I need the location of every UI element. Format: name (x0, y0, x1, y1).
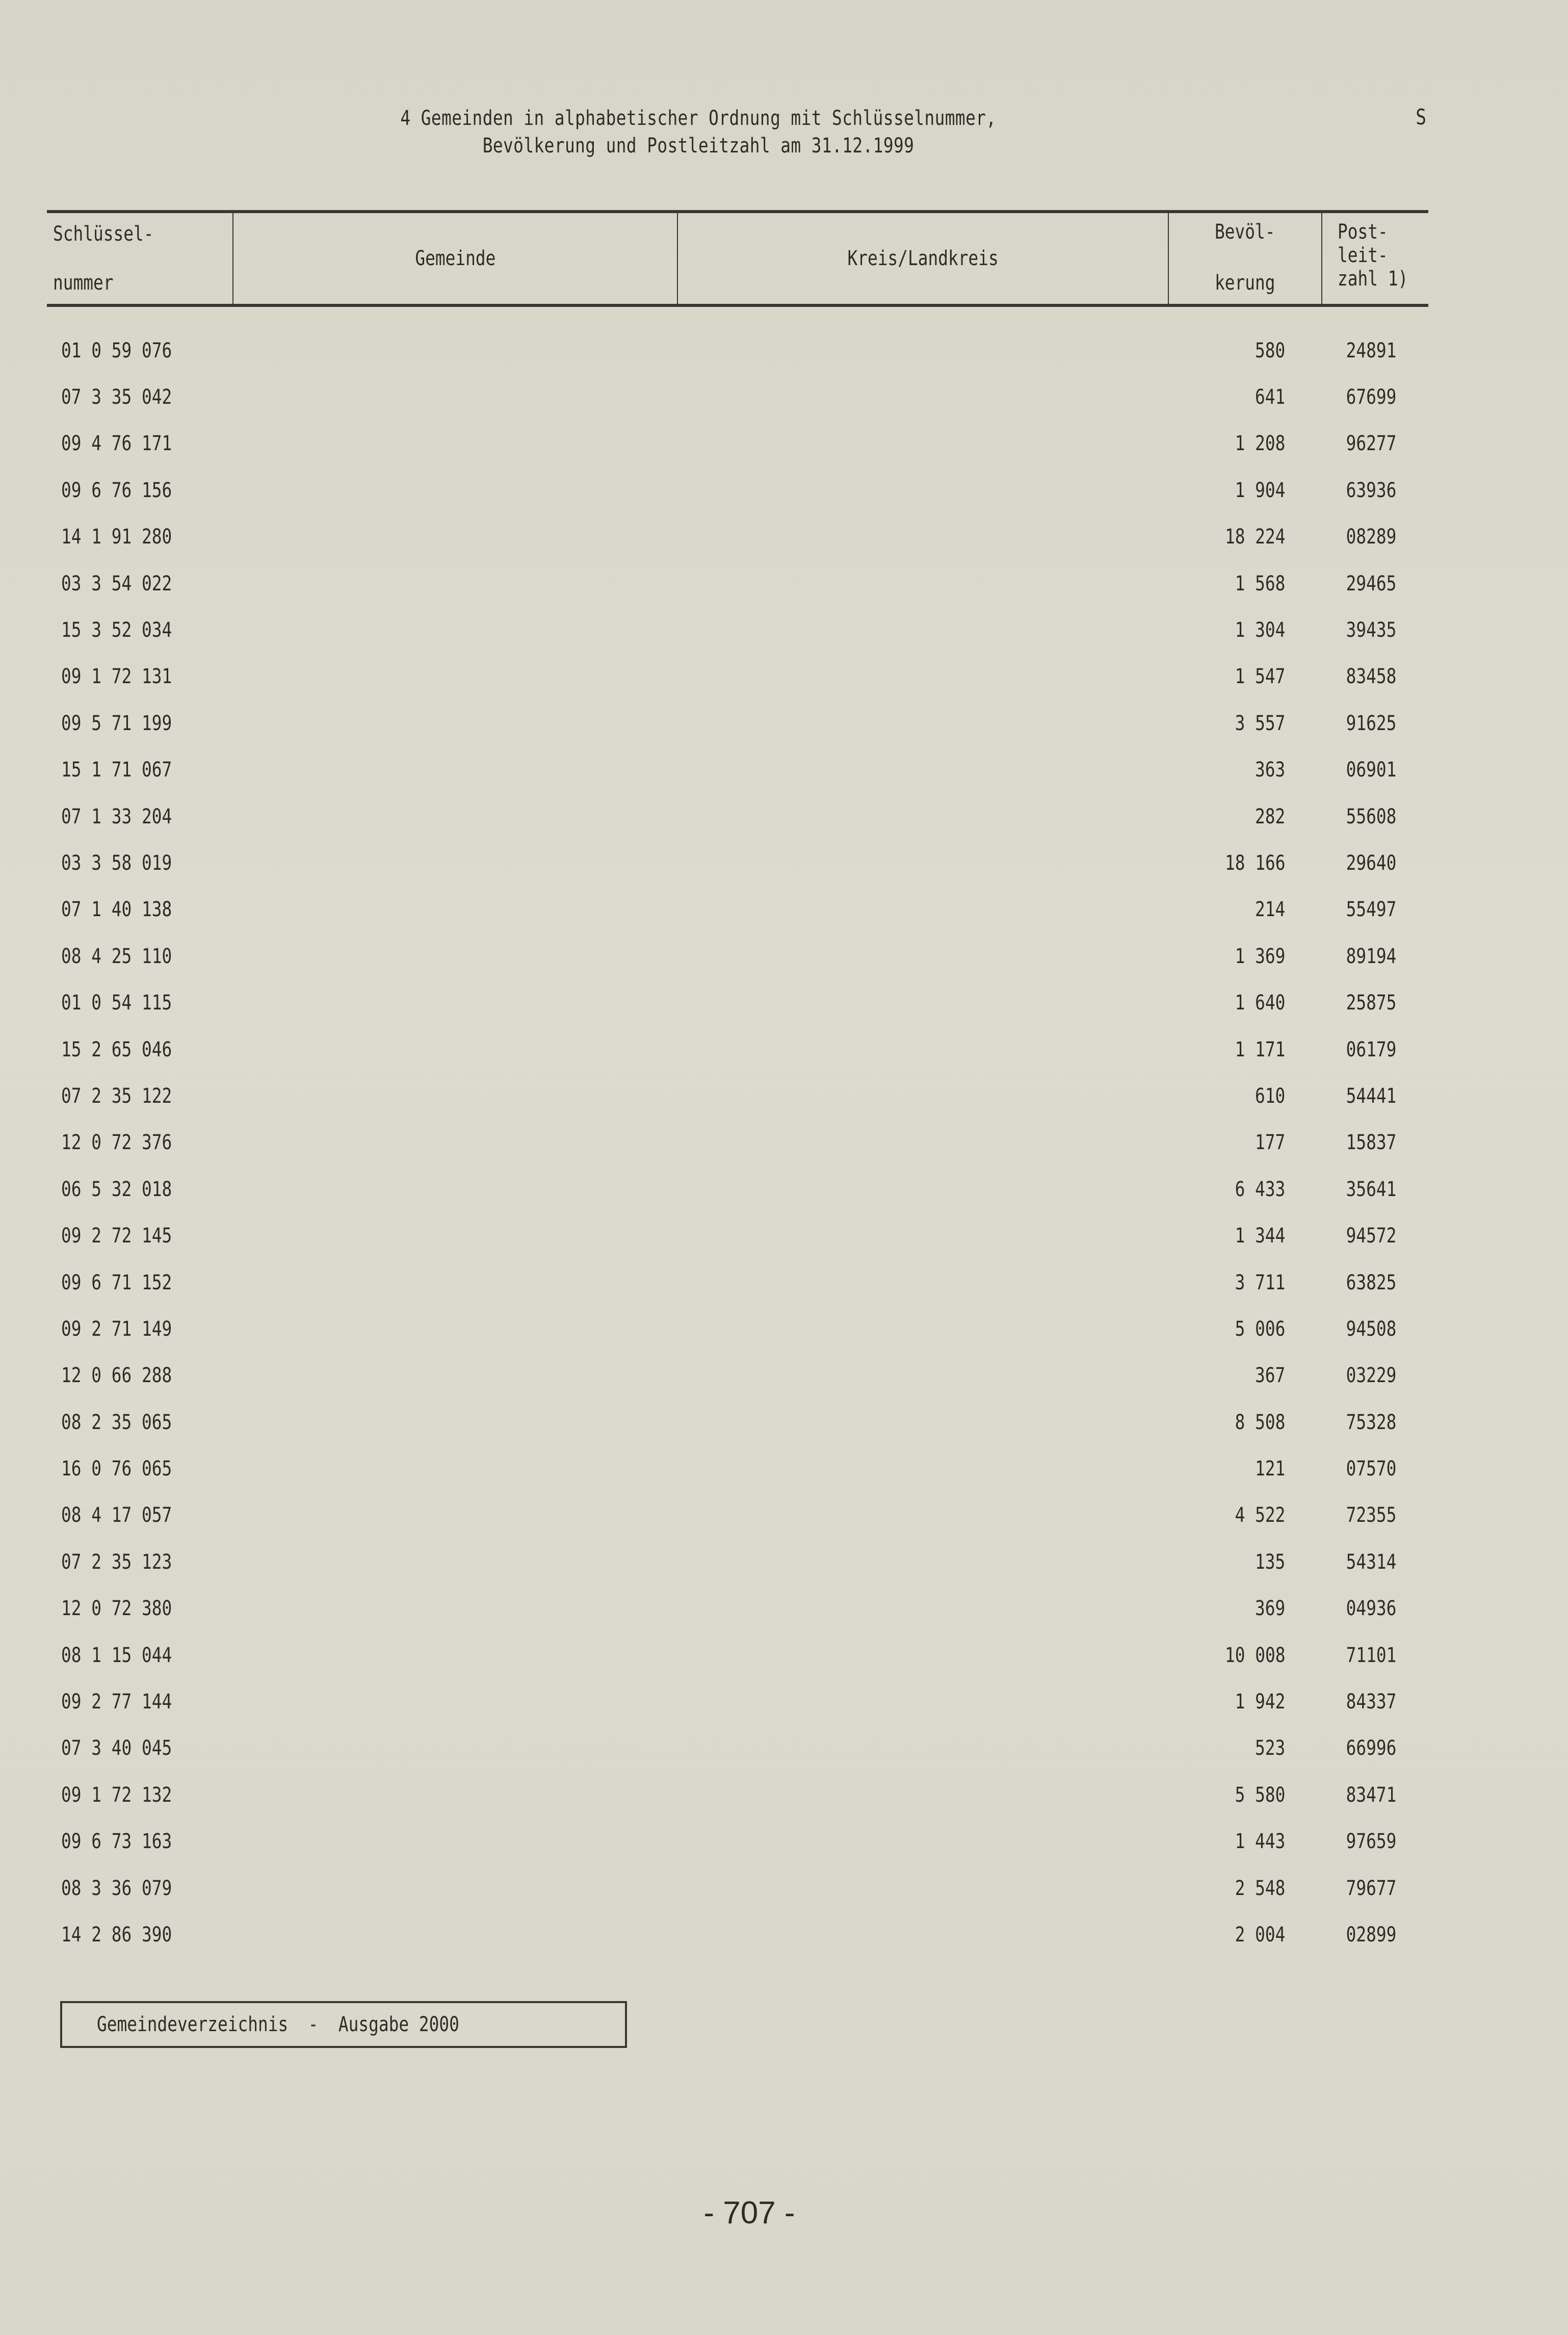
table-row (47, 374, 1428, 420)
title-line-2: Bevölkerung und Postleitzahl am 31.12.1999 (482, 134, 914, 158)
table-row (47, 1632, 1428, 1678)
plz-value: 79677 (1346, 1876, 1396, 1900)
population-cell (1145, 1271, 1285, 1294)
key-number: 09 2 77 144 (61, 1690, 172, 1714)
key-number: 09 2 72 145 (61, 1224, 172, 1248)
plz-cell (1285, 618, 1396, 642)
plz-cell (1285, 1224, 1396, 1248)
key-number: 09 2 71 149 (61, 1317, 172, 1341)
key-number: 07 1 33 204 (61, 805, 172, 828)
key-cell (47, 1736, 233, 1760)
table-row (47, 560, 1428, 607)
key-cell (47, 1038, 233, 1061)
plz-value: 83458 (1346, 665, 1396, 689)
plz-value: 02899 (1346, 1923, 1396, 1947)
plz-value: 84337 (1346, 1690, 1396, 1714)
population-value: 5 006 (1235, 1317, 1285, 1341)
plz-cell (1285, 572, 1396, 595)
key-number: 08 2 35 065 (61, 1410, 172, 1434)
key-cell (47, 1644, 233, 1667)
key-number: 09 6 76 156 (61, 478, 172, 502)
plz-cell (1285, 665, 1396, 688)
population-cell (1145, 665, 1285, 688)
population-cell (1145, 1783, 1285, 1807)
population-value: 1 904 (1235, 478, 1285, 502)
plz-value: 55497 (1346, 898, 1396, 922)
key-cell (47, 618, 233, 642)
plz-value: 54314 (1346, 1550, 1396, 1574)
population-value: 1 443 (1235, 1830, 1285, 1854)
plz-value: 63936 (1346, 478, 1396, 502)
plz-cell (1285, 432, 1396, 455)
plz-cell (1285, 898, 1396, 921)
plz-cell (1285, 479, 1396, 502)
population-cell (1145, 339, 1285, 362)
key-number: 12 0 72 376 (61, 1131, 172, 1155)
population-value: 121 (1255, 1457, 1285, 1481)
title-line-1: 4 Gemeinden in alphabetischer Ordnung mit Schlüsselnummer, (400, 107, 997, 130)
plz-cell (1285, 1644, 1396, 1667)
header-key-line-2: nummer (53, 271, 114, 295)
key-cell (47, 805, 233, 828)
header-kreis (678, 213, 1169, 304)
plz-cell (1285, 1597, 1396, 1620)
table-row (47, 1772, 1428, 1818)
population-value: 3 711 (1235, 1270, 1285, 1294)
header-kreis-label: Kreis/Landkreis (847, 247, 999, 270)
key-number: 09 1 72 132 (61, 1783, 172, 1807)
header-gemeinde (233, 213, 678, 304)
plz-cell (1285, 1038, 1396, 1061)
table-row (47, 1492, 1428, 1539)
key-number: 07 3 40 045 (61, 1736, 172, 1760)
plz-cell (1285, 1736, 1396, 1760)
key-cell (47, 851, 233, 875)
key-cell (47, 385, 233, 409)
population-value: 2 548 (1235, 1876, 1285, 1900)
table-row (47, 1120, 1428, 1166)
population-value: 367 (1255, 1364, 1285, 1388)
key-cell (47, 712, 233, 735)
plz-value: 08289 (1346, 525, 1396, 549)
key-number: 09 5 71 199 (61, 711, 172, 735)
table-row (47, 1259, 1428, 1306)
population-cell (1145, 1457, 1285, 1481)
plz-value: 71101 (1346, 1643, 1396, 1667)
table-header-rule (47, 304, 1428, 307)
key-cell (47, 1224, 233, 1248)
table-row (47, 1911, 1428, 1958)
key-number: 15 3 52 034 (61, 618, 172, 642)
plz-value: 25875 (1346, 991, 1396, 1015)
key-cell (47, 479, 233, 502)
table-row (47, 1539, 1428, 1585)
plz-value: 94508 (1346, 1317, 1396, 1341)
table-row (47, 1166, 1428, 1212)
population-value: 369 (1255, 1597, 1285, 1621)
key-cell (47, 1131, 233, 1154)
key-cell (47, 1457, 233, 1481)
key-cell (47, 758, 233, 782)
plz-cell (1285, 385, 1396, 409)
population-value: 610 (1255, 1084, 1285, 1108)
population-cell (1145, 991, 1285, 1015)
population-value: 177 (1255, 1131, 1285, 1155)
table-row (47, 1212, 1428, 1259)
plz-value: 24891 (1346, 339, 1396, 362)
population-cell (1145, 479, 1285, 502)
plz-value: 15837 (1346, 1131, 1396, 1155)
population-cell (1145, 1411, 1285, 1434)
table-row (47, 1725, 1428, 1772)
plz-cell (1285, 1550, 1396, 1574)
table-body (47, 327, 1428, 1958)
table-row (47, 654, 1428, 700)
header-population-line-1: Bevöl- (1215, 220, 1275, 244)
table-row (47, 1353, 1428, 1399)
table-row (47, 514, 1428, 560)
key-number: 08 4 25 110 (61, 944, 172, 968)
plz-cell (1285, 805, 1396, 828)
key-number: 09 4 76 171 (61, 432, 172, 456)
key-number: 03 3 58 019 (61, 851, 172, 875)
population-cell (1145, 1084, 1285, 1108)
population-cell (1145, 1690, 1285, 1714)
plz-cell (1285, 758, 1396, 782)
table-row (47, 933, 1428, 979)
plz-cell (1285, 525, 1396, 549)
key-number: 12 0 72 380 (61, 1597, 172, 1621)
plz-value: 04936 (1346, 1597, 1396, 1621)
header-key-line-1: Schlüssel- (53, 222, 154, 246)
key-cell (47, 1503, 233, 1527)
population-value: 1 171 (1235, 1037, 1285, 1061)
population-cell (1145, 525, 1285, 549)
key-number: 16 0 76 065 (61, 1457, 172, 1481)
population-value: 1 208 (1235, 432, 1285, 456)
header-plz (1322, 213, 1428, 304)
key-cell (47, 1550, 233, 1574)
plz-cell (1285, 1411, 1396, 1434)
population-cell (1145, 1550, 1285, 1574)
plz-value: 94572 (1346, 1224, 1396, 1248)
plz-cell (1285, 339, 1396, 362)
population-value: 641 (1255, 385, 1285, 409)
population-value: 2 004 (1235, 1923, 1285, 1947)
key-cell (47, 1411, 233, 1434)
plz-cell (1285, 1317, 1396, 1341)
plz-value: 55608 (1346, 805, 1396, 828)
population-cell (1145, 1038, 1285, 1061)
key-number: 07 2 35 122 (61, 1084, 172, 1108)
plz-value: 97659 (1346, 1830, 1396, 1854)
plz-cell (1285, 1131, 1396, 1154)
population-cell (1145, 1224, 1285, 1248)
section-letter: S (1416, 105, 1427, 129)
population-cell (1145, 1830, 1285, 1853)
population-value: 214 (1255, 898, 1285, 922)
population-cell (1145, 1597, 1285, 1620)
key-number: 07 2 35 123 (61, 1550, 172, 1574)
population-cell (1145, 805, 1285, 828)
plz-cell (1285, 945, 1396, 968)
plz-value: 75328 (1346, 1410, 1396, 1434)
population-cell (1145, 945, 1285, 968)
population-cell (1145, 1877, 1285, 1900)
population-cell (1145, 758, 1285, 782)
population-value: 1 640 (1235, 991, 1285, 1015)
header-plz-line-3: zahl 1) (1338, 267, 1408, 291)
key-cell (47, 898, 233, 921)
key-cell (47, 1597, 233, 1620)
key-cell (47, 1364, 233, 1387)
population-cell (1145, 1131, 1285, 1154)
key-number: 07 1 40 138 (61, 898, 172, 922)
key-cell (47, 1271, 233, 1294)
population-value: 363 (1255, 758, 1285, 782)
key-number: 01 0 54 115 (61, 991, 172, 1015)
population-cell (1145, 1644, 1285, 1667)
plz-cell (1285, 1830, 1396, 1853)
key-cell (47, 1084, 233, 1108)
plz-cell (1285, 1503, 1396, 1527)
key-cell (47, 1783, 233, 1807)
key-number: 01 0 59 076 (61, 339, 172, 362)
plz-cell (1285, 991, 1396, 1015)
population-value: 1 942 (1235, 1690, 1285, 1714)
population-value: 5 580 (1235, 1783, 1285, 1807)
key-number: 14 2 86 390 (61, 1923, 172, 1947)
key-cell (47, 1923, 233, 1947)
table-row (47, 979, 1428, 1026)
key-number: 07 3 35 042 (61, 385, 172, 409)
key-cell (47, 525, 233, 549)
population-cell (1145, 1923, 1285, 1947)
key-cell (47, 991, 233, 1015)
plz-value: 96277 (1346, 432, 1396, 456)
header-population (1169, 213, 1322, 304)
header-plz-line-1: Post- (1338, 220, 1388, 244)
table-row (47, 700, 1428, 746)
key-number: 06 5 32 018 (61, 1177, 172, 1201)
key-cell (47, 945, 233, 968)
table-row (47, 1026, 1428, 1073)
key-number: 09 1 72 131 (61, 665, 172, 689)
population-value: 1 304 (1235, 618, 1285, 642)
population-cell (1145, 712, 1285, 735)
key-cell (47, 665, 233, 688)
plz-value: 89194 (1346, 944, 1396, 968)
plz-value: 91625 (1346, 711, 1396, 735)
key-cell (47, 1178, 233, 1201)
plz-cell (1285, 1271, 1396, 1294)
population-value: 1 344 (1235, 1224, 1285, 1248)
population-value: 6 433 (1235, 1177, 1285, 1201)
table-row (47, 1399, 1428, 1445)
publication-footer-box (60, 2001, 627, 2048)
plz-cell (1285, 712, 1396, 735)
table-row (47, 421, 1428, 467)
population-value: 18 224 (1224, 525, 1285, 549)
population-cell (1145, 898, 1285, 921)
population-cell (1145, 1317, 1285, 1341)
key-number: 08 4 17 057 (61, 1503, 172, 1527)
table-row (47, 1865, 1428, 1911)
table-row (47, 1678, 1428, 1725)
population-cell (1145, 1364, 1285, 1387)
population-value: 282 (1255, 805, 1285, 828)
table-row (47, 747, 1428, 793)
plz-value: 06179 (1346, 1037, 1396, 1061)
population-value: 1 369 (1235, 944, 1285, 968)
table-header (47, 213, 1428, 304)
table-row (47, 793, 1428, 840)
population-value: 3 557 (1235, 711, 1285, 735)
key-cell (47, 339, 233, 362)
population-cell (1145, 1736, 1285, 1760)
plz-cell (1285, 1178, 1396, 1201)
population-cell (1145, 1503, 1285, 1527)
table-row (47, 467, 1428, 513)
population-value: 580 (1255, 339, 1285, 362)
population-value: 10 008 (1224, 1643, 1285, 1667)
key-cell (47, 1830, 233, 1853)
key-number: 15 1 71 067 (61, 758, 172, 782)
plz-value: 67699 (1346, 385, 1396, 409)
population-cell (1145, 385, 1285, 409)
plz-value: 83471 (1346, 1783, 1396, 1807)
population-cell (1145, 1178, 1285, 1201)
population-value: 135 (1255, 1550, 1285, 1574)
plz-cell (1285, 1923, 1396, 1947)
table-row (47, 327, 1428, 374)
key-number: 14 1 91 280 (61, 525, 172, 549)
key-cell (47, 572, 233, 595)
population-cell (1145, 618, 1285, 642)
key-number: 09 6 71 152 (61, 1270, 172, 1294)
plz-cell (1285, 1783, 1396, 1807)
plz-value: 54441 (1346, 1084, 1396, 1108)
plz-value: 06901 (1346, 758, 1396, 782)
key-cell (47, 1690, 233, 1714)
plz-cell (1285, 1690, 1396, 1714)
table-row (47, 1073, 1428, 1119)
key-number: 03 3 54 022 (61, 572, 172, 595)
table-row (47, 1586, 1428, 1632)
key-cell (47, 1877, 233, 1900)
header-gemeinde-label: Gemeinde (415, 247, 495, 270)
plz-cell (1285, 1457, 1396, 1481)
table-row (47, 840, 1428, 886)
population-value: 523 (1255, 1736, 1285, 1760)
key-number: 09 6 73 163 (61, 1830, 172, 1854)
plz-value: 03229 (1346, 1364, 1396, 1388)
plz-value: 29465 (1346, 572, 1396, 595)
population-value: 1 547 (1235, 665, 1285, 689)
table-row (47, 1306, 1428, 1352)
plz-cell (1285, 1364, 1396, 1387)
table-row (47, 1445, 1428, 1492)
plz-cell (1285, 1877, 1396, 1900)
population-cell (1145, 851, 1285, 875)
population-value: 4 522 (1235, 1503, 1285, 1527)
plz-value: 66996 (1346, 1736, 1396, 1760)
header-plz-line-2: leit- (1338, 244, 1388, 267)
plz-value: 35641 (1346, 1177, 1396, 1201)
publication-label: Gemeindeverzeichnis - Ausgabe 2000 (97, 2013, 459, 2036)
population-value: 18 166 (1224, 851, 1285, 875)
plz-value: 39435 (1346, 618, 1396, 642)
table-row (47, 887, 1428, 933)
key-cell (47, 432, 233, 455)
page-title (385, 105, 1012, 160)
table-row (47, 607, 1428, 653)
key-number: 08 3 36 079 (61, 1876, 172, 1900)
plz-value: 63825 (1346, 1270, 1396, 1294)
population-value: 1 568 (1235, 572, 1285, 595)
plz-value: 07570 (1346, 1457, 1396, 1481)
plz-cell (1285, 851, 1396, 875)
population-cell (1145, 572, 1285, 595)
page-number: - 707 - (703, 2195, 795, 2230)
header-population-line-2: kerung (1215, 271, 1275, 295)
header-key (47, 213, 233, 304)
key-number: 15 2 65 046 (61, 1037, 172, 1061)
key-cell (47, 1317, 233, 1341)
population-value: 8 508 (1235, 1410, 1285, 1434)
municipality-table (47, 210, 1428, 1958)
plz-value: 29640 (1346, 851, 1396, 875)
key-number: 12 0 66 288 (61, 1364, 172, 1388)
plz-value: 72355 (1346, 1503, 1396, 1527)
population-cell (1145, 432, 1285, 455)
key-number: 08 1 15 044 (61, 1643, 172, 1667)
plz-cell (1285, 1084, 1396, 1108)
table-row (47, 1819, 1428, 1865)
